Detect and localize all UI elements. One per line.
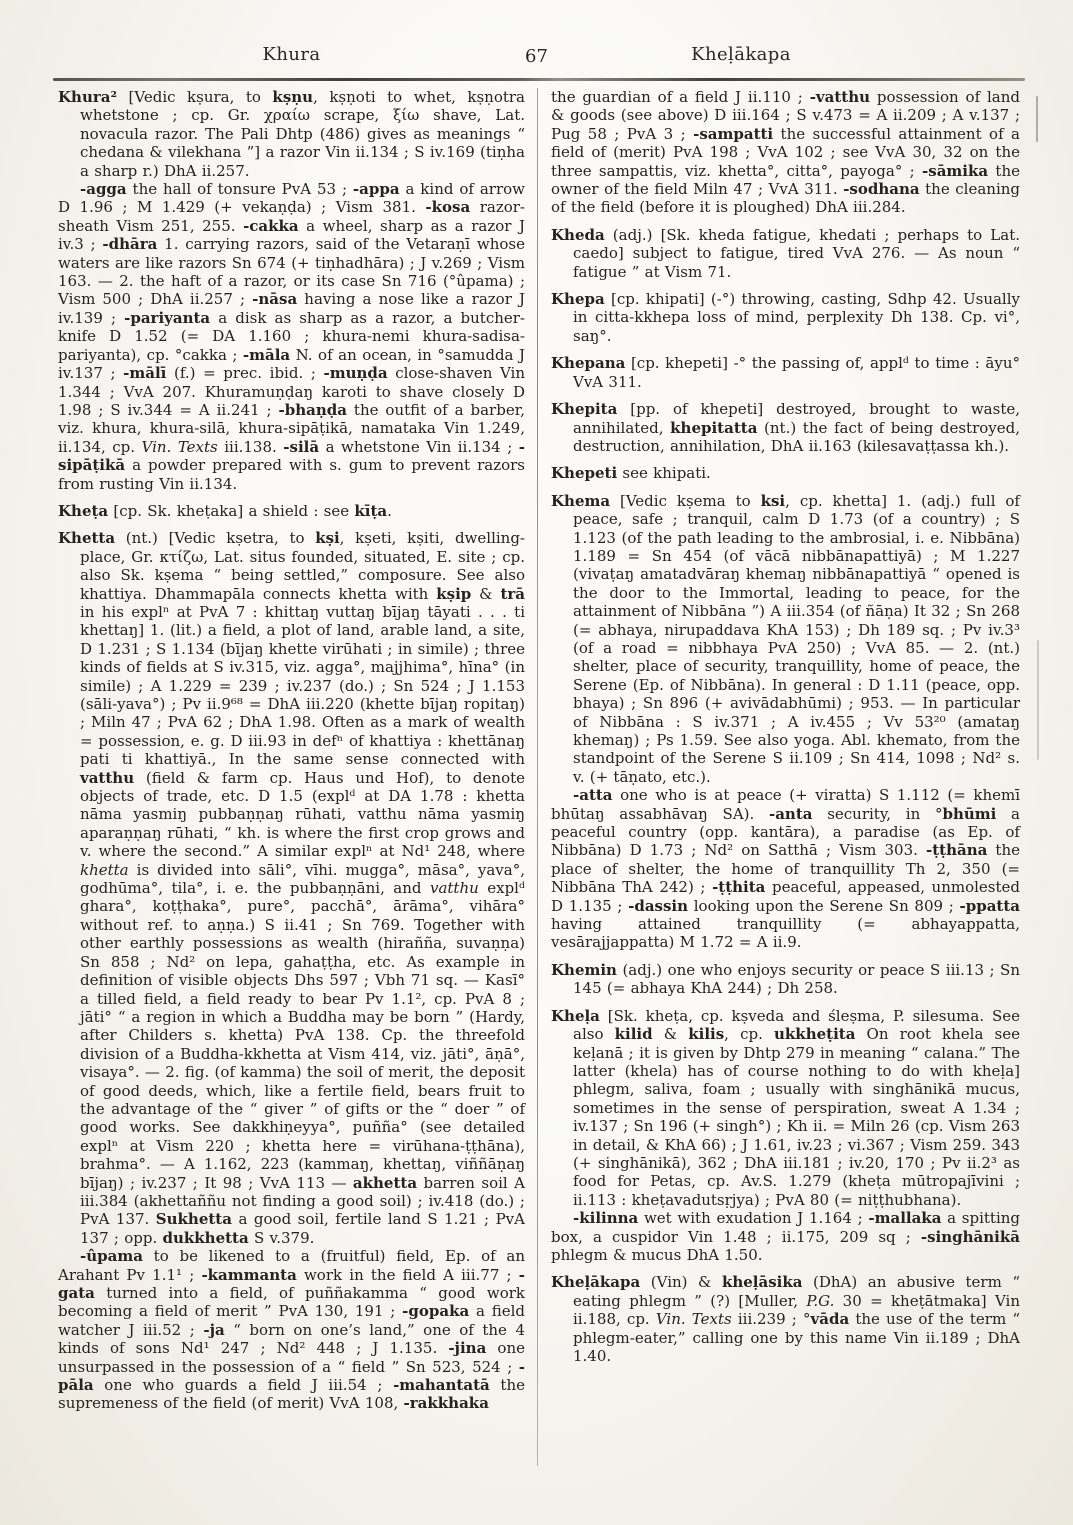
text-run: 30 = kheṭātmaka] Vin ii.188, cp. [573, 1291, 1020, 1329]
entry-khepita [551, 400, 1020, 455]
headword-or-compound: -māla [242, 345, 291, 364]
text-run: N. of an ocean, in °samudda J iv.137 ; [58, 345, 525, 383]
text-run: vatthu [429, 879, 479, 898]
headword-or-compound: -mallaka [868, 1209, 942, 1228]
entry-khema [551, 492, 1020, 787]
text-run: one who guards a field J iii.54 ; [93, 1376, 394, 1395]
text-run: the successful attainment of a field of (merit) PvA 198 ; VvA 102 ; see VvA 30, 32 on the three sampattis, viz. khetta°, citta°, payoga° ; [551, 124, 1021, 180]
entry-khura2 [58, 88, 525, 180]
headword-or-compound: Khepita [551, 400, 618, 419]
column-right [551, 88, 1020, 1365]
text-run: security, in ° [812, 804, 943, 823]
entry-khemin [551, 961, 1020, 998]
text-run: the use of the term “ phlegm-eater,” calling one by this name Vin ii.189 ; DhA 1.40. [573, 1310, 1021, 1365]
entry-kheta [58, 502, 525, 520]
text-run: turned into a field, of puññakamma “ good work becoming a field of merit ” PvA 130, 191 ; [58, 1284, 525, 1321]
text-run: in his explⁿ at PvA 7 : khittaŋ vuttaŋ bījaŋ tāyati . . . ti khettaŋ] 1. (lit.) a field, a plot of land, arable land, a site, D 1.231 ; S 1.134 (bījaŋ khette virūhati ; in simile) ; three kinds of fields at S iv.315, viz. agga°, majjhima°, hīna° (in simile) ; A 1.229 = 239 ; iv.237 (do.) ; Sn 524 ; J 1.153 (sāli-yava°) ; Pv ii.9⁶⁸ = DhA iii.220 (khette bījaŋ ropitaŋ) ; Miln 47 ; PvA 62 ; DhA 1.98. Often as a mark of wealth = possession, e. g. D iii.93 in defⁿ of khattiya : khettānaŋ pati ti khattiyā., In the same sense connected with [80, 602, 525, 769]
text-run: having attained tranquillity (= abhayappatta, vesārajjappatta) M 1.72 = A ii.9. [551, 915, 1020, 952]
headword-or-compound: -sodhana [843, 180, 920, 199]
text-run: khetta [80, 860, 129, 879]
headword-or-compound: ukkheṭita [774, 1025, 856, 1044]
headword-or-compound: Khepa [551, 290, 605, 309]
text-run: (adj.) [Sk. kheda fatigue, khedati ; perhaps to Lat. caedo] subject to fatigue, tired VvA 276. — As noun “ fatigue ” at Vism 71. [573, 225, 1020, 281]
text-run: (adj.) one who enjoys security or peace S iii.13 ; Sn 145 (= abhaya KhA 244) ; Dh 258. [573, 960, 1020, 998]
text-run: (nt.) the fact of being destroyed, destruction, annihilation, DhA ii.163 (kilesavaṭṭassa kh.). [573, 418, 1020, 455]
headword-or-compound: -ûpama [80, 1247, 143, 1266]
text-run: phlegm & mucus DhA 1.50. [551, 1245, 763, 1264]
column-left [58, 88, 525, 1413]
text-run: . [387, 501, 392, 520]
headword-or-compound: -kilinna [573, 1209, 639, 1228]
text-run: a spitting box, a cuspidor Vin 1.48 ; ii.175, 209 sq ; [551, 1209, 1020, 1246]
headword-or-compound: -anta [768, 804, 813, 823]
text-run: peaceful, appeased, unmolested D 1.135 ; [551, 878, 1021, 915]
text-run: S v.379. [248, 1228, 315, 1247]
headword-or-compound: Khema [551, 491, 611, 510]
headword-or-compound: -ṭṭhāna [926, 841, 988, 860]
headword-or-compound: bhūmi [942, 804, 997, 823]
text-run: [cp. khipati] (-°) throwing, casting, Sdhp 42. Usually in citta-kkhepa loss of mind, perplexity Dh 138. Cp. vi°, saŋ°. [573, 290, 1020, 345]
text-run: a good soil, fertile land S 1.21 ; PvA 137 ; opp. [80, 1210, 525, 1247]
text-run: (Vin) & [640, 1273, 722, 1292]
headword-or-compound: -appa [352, 180, 400, 199]
text-run: the cleaning of the field (before it is ploughed) DhA iii.284. [551, 180, 1020, 217]
scan-artifact [1036, 96, 1038, 142]
headword-or-compound: trā [500, 584, 525, 603]
page-number: 67 [525, 46, 548, 67]
headword-or-compound: -gata [58, 1265, 525, 1302]
text-run: Vin. Texts [141, 437, 218, 456]
column-divider [537, 88, 538, 1466]
headword-or-compound: Sukhetta [155, 1210, 232, 1229]
text-run: (field & farm cp. Haus und Hof), to denote objects of trade, etc. D 1.5 (explᵈ at DA 1.78 : khetta nāma yasmiŋ pubbaṇṇaŋ rūhati, vatthu nāma yasmiŋ aparaṇṇaŋ rūhati, “ kh. is where the first crop grows and v. where the second.” A similar explⁿ at Nd¹ 248, where [80, 768, 525, 861]
entry-kheda [551, 226, 1020, 281]
entry-khepa [551, 290, 1020, 345]
text-run: “ born on one’s land,” one of the 4 kinds of sons Nd¹ 247 ; Nd² 448 ; J 1.135. [58, 1320, 525, 1358]
text-run: looking upon the Serene Sn 809 ; [688, 896, 960, 915]
headword-or-compound: Kheḷākapa [551, 1273, 641, 1292]
header-right-headword: Kheḷākapa [691, 44, 791, 65]
text-run: to be likened to a (fruitful) field, Ep. of an Arahant Pv 1.1¹ ; [58, 1247, 525, 1284]
headword-or-compound: kṣṇu [272, 88, 314, 106]
headword-or-compound: -bhaṇḍa [278, 400, 347, 419]
text-run: the place of shelter, the home of tranquillity Th 2, 350 (= Nibbāna ThA 242) ; [551, 841, 1021, 897]
text-run: , kṣeti, kṣiti, dwelling-place, Gr. κτίζω, Lat. situs founded, situated, E. site ; cp. also Sk. kṣema “ being settled,” composure. See also khattiya. Dhammapāla connects khetta with [80, 529, 525, 603]
text-run: (f.) = prec. ibid. ; [166, 364, 324, 383]
header-left-headword: Khura [262, 44, 321, 65]
headword-or-compound: khepitatta [670, 418, 758, 437]
text-run: having a nose like a razor J iv.139 ; [58, 290, 525, 327]
text-run: & [652, 1025, 689, 1044]
headword-or-compound: akhetta [352, 1173, 418, 1192]
headword-or-compound: -rakkhaka [403, 1394, 489, 1413]
text-run: the supremeness of the field (of merit) VvA 108, [58, 1376, 525, 1413]
text-run: is divided into sāli°, vīhi. mugga°, māsa°, yava°, godhūma°, tila°, i. e. the pubbaṇṇāni, and [80, 860, 525, 898]
text-run: 1. carrying razors, said of the Vetaraṇī whose waters are like razors Sn 674 (+ tiṇhadhāra) ; J v.269 ; Vism 163. — 2. the haft of a razor, or its case Sn 716 (°ûpama) ; Vism 500 ; DhA ii.257 ; [58, 235, 525, 309]
text-run: a peaceful country (opp. kantāra), a paradise (as Ep. of Nibbāna) D 1.73 ; Nd² on Satthā ; Vism 303. [551, 804, 1020, 860]
text-run: [Sk. kheṭa, cp. kṣveda and śleṣma, P. silesuma. See also [573, 1006, 1020, 1044]
headword-or-compound: kilis [688, 1025, 725, 1044]
text-run: a kind of arrow D 1.96 ; M 1.429 (+ vekaṇḍa) ; Vism 381. [58, 180, 525, 217]
text-run: see khipati. [617, 464, 711, 483]
headword-or-compound: -mahantatā [393, 1376, 490, 1395]
entry-khelakapa [551, 1273, 1020, 1365]
text-run: possession of land & goods (see above) D iii.164 ; S v.473 = A ii.209 ; A v.137 ; Pug 58 ; PvA 3 ; [551, 88, 1020, 143]
headword-or-compound: kṣi [315, 529, 340, 548]
text-run: , cp. [724, 1025, 774, 1044]
headword-or-compound: kilid [614, 1025, 653, 1044]
text-run: the hall of tonsure PvA 53 ; [126, 180, 353, 199]
headword-or-compound: -cakka [243, 216, 299, 235]
text-run: barren soil A iii.384 (akhettaññu not finding a good soil) ; iv.418 (do.) ; PvA 137. [80, 1173, 525, 1229]
headword-or-compound: -nāsa [252, 290, 298, 309]
khura2-compounds [58, 180, 525, 493]
text-run: the owner of the field Miln 47 ; VvA 311. [551, 161, 1020, 199]
text-run: a powder prepared with s. gum to prevent razors from rusting Vin ii.134. [58, 456, 525, 493]
text-run: close-shaven Vin 1.344 ; VvA 207. Khuramuṇḍaŋ karoti to shave closely D 1.98 ; S iv.344 = A ii.241 ; [58, 364, 526, 419]
headword-or-compound: -dassin [628, 896, 689, 915]
headword-or-compound: kṣip [436, 584, 472, 603]
khela-compounds [551, 1209, 1020, 1264]
headword-or-compound: -silā [283, 437, 320, 456]
text-run: the guardian of a field J ii.110 ; [551, 88, 810, 106]
khetta-compounds-continued [551, 88, 1020, 217]
text-run: wet with exudation J 1.164 ; [638, 1209, 869, 1228]
entry-khepeti [551, 464, 1020, 482]
headword-or-compound: -ppatta [959, 896, 1020, 915]
entry-khela [551, 1007, 1020, 1209]
text-run: P.G. [806, 1291, 835, 1310]
headword-or-compound: -gopaka [402, 1302, 470, 1321]
headword-or-compound: vāda [810, 1310, 850, 1329]
text-run: [pp. of khepeti] destroyed, brought to waste, annihilated, [573, 400, 1020, 437]
text-run: work in the field A iii.77 ; [296, 1265, 519, 1284]
headword-or-compound: -agga [80, 180, 127, 199]
headword-or-compound: -dhāra [102, 235, 158, 254]
text-run: a whetstone Vin ii.134 ; [319, 437, 519, 456]
headword-or-compound: ksi [760, 491, 786, 510]
text-run: [Vedic kṣema to [610, 491, 761, 510]
text-run: , cp. khetta] 1. (adj.) full of peace, safe ; tranquil, calm D 1.73 (of a country) ; S 1.123 (of the path leading to the ambrosial, i. e. Nibbāna) 1.189 = Sn 454 (of vācā nibbānapattiyā) ; M 1.227 (vivaṭaŋ amatadvāraŋ khemaŋ nibbānapattiyā “ opened is the door to the Immortal, leading to peace, for the attainment of Nibbāna ”) A iii.354 (of ñāṇa) It 32 ; Sn 268 (= abhaya, nirupaddava KhA 153) ; Dh 189 sq. ; Pv iv.3³ (of a road = nibbhaya PvA 250) ; VvA 85. — 2. (nt.) shelter, place of security, tranquillity, home of peace, the Serene (Ep. of Nibbāna). In general : D 1.11 (peace, opp. bhaya) ; Sn 896 (+ avivādabhūmi) ; 953. — In particular of Nibbāna : S iv.371 ; A iv.455 ; Vv 53²⁰ (amataŋ khemaŋ) ; Ps 1.59. See also yoga. Abl. khemato, from the standpoint of the Serene S ii.109 ; Sn 414, 1098 ; Nd² s. v. (+ tāṇato, etc.). [573, 491, 1020, 786]
headword-or-compound: -sipāṭikā [58, 437, 525, 475]
text-run: (DhA) an abusive term “ eating phlegm ” (?) [Muller, [573, 1273, 1020, 1310]
headword-or-compound: -jina [448, 1339, 487, 1358]
text-run: a field watcher J iii.52 ; [58, 1302, 525, 1339]
headword-or-compound: -pariyanta [124, 308, 211, 327]
text-run: Vin. Texts [655, 1310, 732, 1329]
headword-or-compound: -muṇḍa [323, 364, 388, 383]
headword-or-compound: Khura² [58, 88, 118, 106]
text-run: one unsurpassed in the possession of a “ field ” Sn 523, 524 ; [58, 1339, 525, 1376]
headword-or-compound: Khetta [58, 529, 116, 548]
text-run: & [471, 584, 501, 603]
text-run: iii.239 ; ° [731, 1310, 811, 1329]
text-run: a wheel, sharp as a razor J iv.3 ; [58, 216, 525, 254]
khema-compounds [551, 786, 1020, 952]
headword-or-compound: Kheda [551, 225, 605, 244]
khetta-compounds [58, 1247, 525, 1413]
headword-or-compound: Khemin [551, 960, 617, 979]
headword-or-compound: kheḷāsika [721, 1273, 803, 1292]
headword-or-compound: -ṭṭhita [712, 878, 766, 897]
headword-or-compound: Kheṭa [58, 501, 109, 520]
text-run: , kṣṇoti to whet, kṣṇotra whetstone ; cp. Gr. χραίω scrape, ξίω shave, Lat. novacula razor. The Pali Dhtp (486) gives as meanings “ chedana & vilekhana ”] a razor Vin ii.134 ; S iv.169 (tiṇha a sharp r.) DhA ii.257. [80, 88, 525, 180]
headword-or-compound: -vatthu [809, 88, 871, 106]
text-run: [Vedic kṣura, to [117, 88, 273, 106]
headword-or-compound: -kammanta [201, 1265, 297, 1284]
headword-or-compound: -ja [203, 1320, 225, 1339]
headword-or-compound: -sāmika [922, 161, 989, 180]
text-run: one who is at peace (+ viratta) S 1.112 (= khemī bhūtaŋ assabhāvaŋ SA). [551, 786, 1020, 823]
entry-khetta [58, 529, 525, 1247]
headword-or-compound: dukkhetta [162, 1228, 249, 1247]
headword-or-compound: Khepana [551, 354, 626, 373]
headword-or-compound: -sampatti [693, 124, 774, 143]
headword-or-compound: -atta [573, 786, 613, 805]
scan-artifact [1037, 640, 1039, 760]
text-run: the outfit of a barber, viz. khura, khura-silā, khura-sipāṭikā, namataka Vin 1.249, ii.134, cp. [58, 400, 525, 456]
headword-or-compound: -kosa [425, 198, 471, 217]
headword-or-compound: -singhānikā [920, 1227, 1020, 1246]
headword-or-compound: vatthu [80, 768, 135, 787]
text-run: [cp. Sk. kheṭaka] a shield : see [108, 501, 355, 520]
text-run: (nt.) [Vedic kṣetra, to [115, 529, 316, 548]
text-run: a disk as sharp as a razor, a butcher-knife D 1.52 (= DA 1.160 ; khura-nemi khura-sadisa-pariyanta), cp. °cakka ; [58, 308, 526, 364]
text-run: [cp. khepeti] -° the passing of, applᵈ to time : āyu° VvA 311. [573, 354, 1020, 391]
headword-or-compound: Khepeti [551, 464, 618, 483]
text-run: explᵈ ghara°, koṭṭhaka°, pure°, pacchā°, ārāma°, vihāra° without ref. to aṇṇa.) S ii.41 ; Sn 769. Together with other earthly possessions as wealth (hirañña, suvaṇṇa) Sn 858 ; Nd² on lepa, gahaṭṭha, etc. As example in definition of visible objects Dhs 597 ; Vbh 71 sq. — Kasī° a tilled field, a field ready to bear Pv 1.1², cp. PvA 8 ; jāti° “ a region in which a Buddha may be born ” (Hardy, after Childers s. khetta) PvA 138. Cp. the threefold division of a Buddha-kkhetta at Vism 414, viz. jāti°, āṇā°, visaya°. — 2. fig. (of kamma) the soil of merit, the deposit of good deeds, which, like a fertile field, bears fruit to the advantage of the “ giver ” of gifts or the “ doer ” of good works. See dakkhiṇeyya°, puñña° (see detailed explⁿ at Vism 220 ; khetta here = virūhana-ṭṭhāna), brahma°. — A 1.162, 223 (kammaŋ, khettaŋ, viññāṇaŋ bījaŋ) ; iv.237 ; It 98 ; VvA 113 — [80, 879, 525, 1192]
headword-or-compound: -mālī [123, 364, 167, 383]
headword-or-compound: -pāla [58, 1357, 525, 1395]
header-rule [53, 78, 1025, 81]
entry-khepana [551, 354, 1020, 391]
headword-or-compound: Kheḷa [551, 1006, 600, 1025]
text-run: iii.138. [217, 437, 284, 456]
text-run: razor-sheath Vism 251, 255. [58, 198, 525, 235]
text-run: On root khela see keḷanā ; it is given by Dhtp 279 in meaning “ calana.” The latter (khela) has of course nothing to do with kheḷa] phlegm, saliva, foam ; usually with singhānikā mucus, sometimes in the sense of perspiration, sweat A 1.34 ; iv.137 ; Sn 196 (+ singh°) ; Kh ii. = Miln 26 (cp. Vism 263 in detail, & KhA 66) ; J 1.61, iv.23 ; vi.367 ; Vism 259. 343 (+ singhānikā), 362 ; DhA iii.181 ; iv.20, 170 ; Pv ii.2³ as food for Petas, cp. Av.S. 1.279 (kheṭa mūtropajīvini ; ii.113 : kheṭavadutsṛjya) ; PvA 80 (= niṭṭhubhana). [573, 1025, 1021, 1209]
headword-or-compound: kīṭa [354, 501, 388, 520]
